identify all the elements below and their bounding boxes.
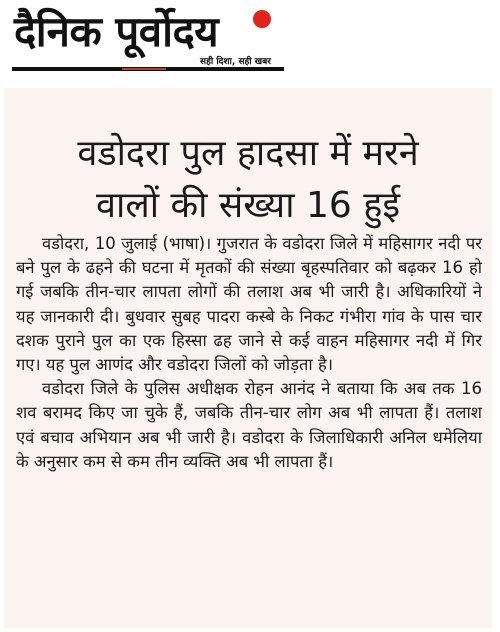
logo-dot-icon [253, 10, 271, 28]
masthead-rule-accent [122, 68, 166, 70]
article-paragraph-2: वडोदरा जिले के पुलिस अधीक्षक रोहन आनंद ने बताया कि अब तक 16 शव बरामद किए जा चुके हैं, जबकि तीन-चार लोग अब भी लापता हैं। तलाश एवं बचाव अभियान अब भी जारी है। वडोदरा के जिलाधिकारी अनिल धमेलिया के अनुसार कम से कम तीन व्यक्ति अब भी लापता हैं। [16, 379, 482, 471]
article-paragraph-1: वडोदरा, 10 जुलाई (भाषा)। गुजरात के वडोदरा जिले में महिसागर नदी पर बने पुल के ढहने की घटना में मृतकों की संख्या बृहस्पतिवार को बढ़कर 16 हो गई जबकि तीन-चार लापता लोगों की तलाश अब भी जारी है। अधिकारियों ने यह जानकारी दी। बुधवार सुबह पादरा कस्बे के निकट गंभीरा गांव के पास चार दशक पुराने पुल का एक हिस्सा ढह जाने से कई वाहन महिसागर नदी में गिर गए। यह पुल आणंद और वडोदरा जिलों को जोड़ता है। [16, 234, 482, 375]
headline-line-2: वालों की संख्या 16 हुई [95, 185, 401, 227]
tagline: सही दिशा, सही खबर [200, 57, 271, 67]
masthead [0, 0, 500, 84]
article-clipping [4, 88, 492, 628]
newspaper-logo: दैनिक पूर्वोदय [14, 7, 219, 56]
article-body [16, 232, 482, 474]
article-headline [4, 128, 492, 232]
headline-line-1: वडोदरा पुल हादसा में मरने [77, 133, 419, 175]
